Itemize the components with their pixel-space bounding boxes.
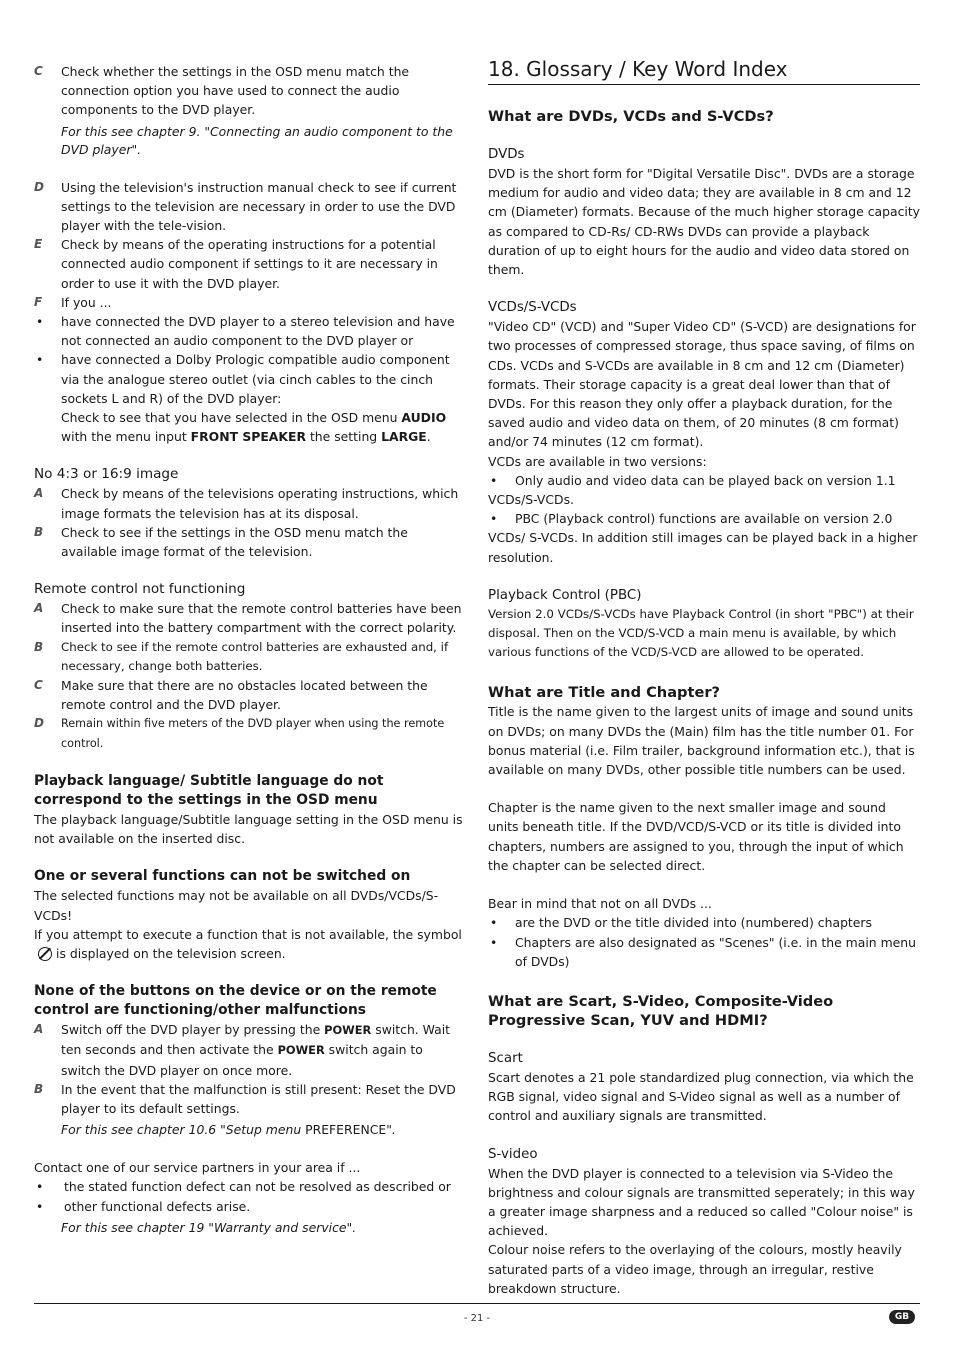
bullet-item xyxy=(34,1177,466,1196)
section-text: The playback language/Subtitle language setting in the OSD menu is not available on the inserted disc. xyxy=(34,811,463,847)
section-heading: Playback language/ Subtitle language do not correspond to the settings in the OSD menu xyxy=(34,772,384,808)
glossary-text: Version 2.0 VCDs/S-VCDs have Playback Control (in short "PBC") at their disposal. Then on the VCD/S-VCD a main menu is available, by which various functions of the VCD/S-VCD are allowed to be operated. xyxy=(488,606,914,660)
glossary-text: "Video CD" (VCD) and "Super Video CD" (S-VCD) are designations for two processes of compressed storage, thus space saving, of films on CDs. VCDs and S-VCDs are available in 8 cm and 12 cm (Diameter) formats. Their storage capacity is a great deal lower than that of DVDs. For this reason they only offer a playback duration, for the saved audio and video data on them, of 20 minutes (8 cm format) and/or 74 minutes (12 cm format). xyxy=(488,319,916,450)
glossary-text: Scart denotes a 21 pole standardized plug connection, via which the RGB signal, video signal and S-Video signal as well as a number of control and auxiliary signals are transmitted. xyxy=(488,1069,914,1124)
bullet-item xyxy=(34,312,466,350)
bullet-item xyxy=(488,471,920,509)
step-marker: C xyxy=(34,64,43,78)
text-fragment: the setting xyxy=(306,429,382,445)
bullet-dot: • xyxy=(490,934,498,950)
step-c xyxy=(34,62,466,120)
bullet-text: Chapters are also designated as "Scenes" (i.e. in the main menu of DVDs) xyxy=(515,934,916,969)
bullet-item xyxy=(34,1197,466,1216)
text-fragment: switch again to switch the DVD player on once more. xyxy=(61,1042,423,1078)
section-heading: Remote control not functioning xyxy=(34,581,246,598)
bullet-text: have connected a Dolby Prologic compatible audio component via the analogue stereo outlet (via cinch cables to the cinch sockets L and R) of the DVD player: xyxy=(61,352,450,406)
glossary-question: What are Scart, S-Video, Composite-Video Progressive Scan, YUV and HDMI? xyxy=(488,992,834,1029)
keyword-large: LARGE xyxy=(381,429,427,445)
bullet-item xyxy=(488,933,920,971)
section-text xyxy=(34,925,466,963)
text-fragment: switch. Wait ten seconds and then activate the xyxy=(61,1022,451,1058)
step-text: Check to see if the settings in the OSD menu match the available image format of the television. xyxy=(61,524,408,560)
step-b xyxy=(34,523,466,561)
step-marker: B xyxy=(34,1081,44,1096)
step-marker: B xyxy=(34,524,44,539)
step-text: Check whether the settings in the OSD menu match the connection option you have used to connect the audio components to the DVD player. xyxy=(61,64,410,118)
step-marker: D xyxy=(34,716,44,731)
glossary-term: DVDs xyxy=(488,147,525,162)
step-text: Check by means of the operating instructions for a potential connected audio component if settings to it are necessary in order to use it with the DVD player. xyxy=(61,237,438,291)
text-fragment: is displayed on the television screen. xyxy=(56,945,286,961)
text-fragment: For this see chapter 10.6 "Setup menu xyxy=(61,1122,306,1138)
glossary-text: When the DVD player is connected to a television via S-Video the brightness and colour signals are transmitted seperately; in this way a greater image sharpness and a reduced so called "Colour noise" is achieved. xyxy=(488,1165,915,1239)
step-d xyxy=(34,714,466,752)
chapter-reference-note: For this see chapter 9. "Connecting an audio component to the DVD player". xyxy=(61,123,453,157)
text-fragment: If you attempt to execute a function that is not available, the symbol xyxy=(34,926,462,942)
step-text: Make sure that there are no obstacles located between the remote control and the DVD player. xyxy=(61,678,428,713)
glossary-question: What are Title and Chapter? xyxy=(488,684,721,702)
step-f xyxy=(34,293,466,312)
step-marker: D xyxy=(34,179,44,194)
keyword-preference: PREFERENCE xyxy=(305,1122,387,1138)
bullet-item xyxy=(488,509,920,567)
step-marker: A xyxy=(34,601,44,616)
footer-divider xyxy=(34,1303,920,1304)
step-text: Remain within five meters of the DVD player when using the remote control. xyxy=(61,717,445,750)
bullet-text: Only audio and video data can be played back on version 1.1 VCDs/S-VCDs. xyxy=(488,472,896,508)
bullet-item xyxy=(488,913,920,932)
step-e xyxy=(34,235,466,293)
section-heading: One or several functions can not be switched on xyxy=(34,868,411,885)
section-heading: None of the buttons on the device or on the remote control are functioning/other malfunctions xyxy=(34,983,437,1019)
bullet-text: are the DVD or the title divided into (numbered) chapters xyxy=(515,915,872,931)
text-fragment: Switch off the DVD player by pressing the xyxy=(61,1022,325,1038)
section-heading: No 4:3 or 16:9 image xyxy=(34,466,179,483)
glossary-text: Bear in mind that not on all DVDs ... xyxy=(488,896,712,912)
page-title: 18. Glossary / Key Word Index xyxy=(488,56,920,85)
audio-check-instruction xyxy=(34,408,466,446)
keyword-power: POWER xyxy=(277,1043,325,1058)
bullet-dot: • xyxy=(36,352,44,368)
bullet-text: other functional defects arise. xyxy=(64,1198,251,1214)
left-column xyxy=(34,62,466,1237)
bullet-text: the stated function defect can not be resolved as described or xyxy=(64,1179,451,1195)
glossary-text: Title is the name given to the largest units of image and sound units on DVDs; on many DVDs the (Main) film has the title number 01. For bonus material (i.e. Film trailer, background information etc.), that is available on many DVDs, other possible title numbers can be used. xyxy=(488,704,915,778)
step-b xyxy=(34,1080,466,1118)
step-text: Check by means of the televisions operating instructions, which image formats the television has at its disposal. xyxy=(61,486,459,521)
text-fragment: Check to see that you have selected in the OSD menu xyxy=(61,410,402,426)
step-d xyxy=(34,178,466,236)
keyword-power: POWER xyxy=(324,1023,372,1038)
text-fragment: with the menu input xyxy=(61,429,191,445)
step-text: If you ... xyxy=(61,294,112,310)
section-text: The selected functions may not be available on all DVDs/VCDs/S-VCDs! xyxy=(34,888,439,923)
bullet-text: PBC (Playback control) functions are available on version 2.0 VCDs/ S-VCDs. In addition still images can be played back in a higher resolution. xyxy=(488,511,918,565)
glossary-question: What are DVDs, VCDs and S-VCDs? xyxy=(488,108,774,125)
step-marker: B xyxy=(34,639,44,654)
step-text: In the event that the malfunction is still present: Reset the DVD player to its default settings. xyxy=(61,1081,456,1116)
step-text xyxy=(61,1020,466,1080)
step-text: Using the television's instruction manual check to see if current settings to the television are necessary in order to use the DVD player with the tele-vision. xyxy=(61,179,457,234)
step-a xyxy=(34,1020,466,1080)
step-marker: C xyxy=(34,678,43,693)
glossary-term: VCDs/S-VCDs xyxy=(488,300,577,316)
step-marker: A xyxy=(34,1022,44,1037)
step-c xyxy=(34,676,466,714)
glossary-text: VCDs are available in two versions: xyxy=(488,453,707,469)
keyword-audio: AUDIO xyxy=(401,410,447,426)
text-fragment: . xyxy=(426,429,431,445)
bullet-text: have connected the DVD player to a stereo television and have not connected an audio component to the DVD player or xyxy=(61,314,455,349)
bullet-item xyxy=(34,350,466,408)
bullet-dot: • xyxy=(36,314,44,330)
step-a xyxy=(34,599,466,637)
glossary-term: S-video xyxy=(488,1146,538,1162)
bullet-dot: • xyxy=(490,511,498,527)
step-text: Check to see if the remote control batteries are exhausted and, if necessary, change both batteries. xyxy=(61,639,449,673)
bullet-dot: • xyxy=(36,1179,44,1195)
glossary-term: Playback Control (PBC) xyxy=(488,587,642,603)
bullet-dot: • xyxy=(36,1198,44,1214)
step-a xyxy=(34,484,466,522)
step-marker: F xyxy=(34,294,43,309)
step-marker: E xyxy=(34,237,43,252)
glossary-text: DVD is the short form for "Digital Versatile Disc". DVDs are a storage medium for audio and video data; they are available in 8 cm and 12 cm (Diameter) formats. Because of the much higher storage capacity as compared to CD-Rs/ CD-RWs DVDs can provide a playback duration of up to eight hours for the audio and video data stored on them. xyxy=(488,166,921,278)
text-fragment: ". xyxy=(386,1122,396,1138)
bullet-dot: • xyxy=(490,472,498,488)
service-intro: Contact one of our service partners in your area if ... xyxy=(34,1160,361,1176)
chapter-reference-note xyxy=(34,1121,466,1139)
bullet-dot: • xyxy=(490,915,498,931)
keyword-front-speaker: FRONT SPEAKER xyxy=(190,429,306,445)
prohibited-symbol-icon xyxy=(38,947,52,961)
right-column xyxy=(488,57,921,1298)
chapter-reference-note: For this see chapter 19 "Warranty and service". xyxy=(61,1219,357,1235)
page-number: - 21 - xyxy=(463,1313,491,1324)
glossary-text: Colour noise refers to the overlaying of the colours, mostly heavily saturated parts of a video image, through an irregular, restive breakdown structure. xyxy=(488,1242,902,1296)
step-marker: A xyxy=(34,486,44,501)
glossary-term: Scart xyxy=(488,1050,523,1066)
glossary-text: Chapter is the name given to the next smaller image and sound units beneath title. If the DVD/VCD/S-VCD or its title is divided into chapters, numbers are assigned to you, through the input of which the chapter can be selected direct. xyxy=(488,800,904,873)
step-b xyxy=(34,638,466,676)
language-badge: GB xyxy=(889,1310,915,1324)
step-text: Check to make sure that the remote control batteries have been inserted into the battery compartment with the correct polarity. xyxy=(61,601,462,636)
